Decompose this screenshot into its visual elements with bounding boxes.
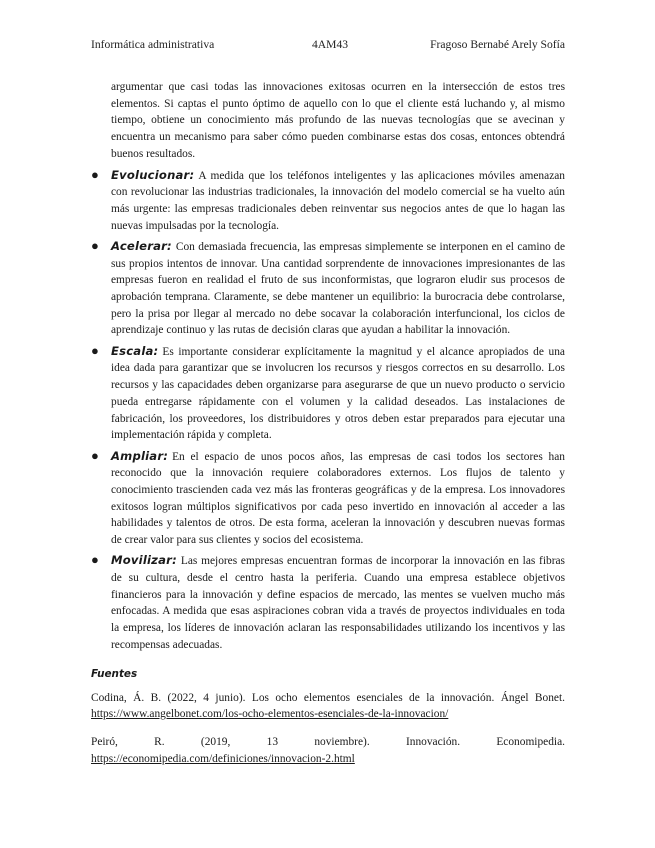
reference-1 [91, 690, 565, 723]
header-subject: Informática administrativa [91, 38, 215, 51]
item-term: Ampliar: [111, 448, 169, 463]
list-item-evolucionar [91, 167, 565, 235]
item-term: Movilizar: [111, 553, 177, 568]
item-text: Es importante considerar explícitamente la magnitud y el alcance apropiados de una idea dada para garantizar que se involucren los recursos y riesgos correctos en su desarrollo. Los recursos y las capacidades deben organizarse para asegurarse de que un nuevo producto o servicio pueda entregarse rápidamente con el volumen y la calidad deseados. Las instalaciones de fabricación, los proveedores, los distribuidores y otros deben estar preparados para ejecutar una implementación rápida y completa. [111, 345, 565, 442]
bullet-icon: ● [91, 166, 99, 182]
bullet-icon: ● [91, 237, 99, 253]
list-item-acelerar [91, 238, 565, 339]
item-text: En el espacio de unos pocos años, las empresas de casi todos los sectores han reconocido que la innovación requiere colaboradores externos. Los flujos de talento y conocimiento trascienden cada vez más las fronteras geográficas y de la empresa. Los innovadores exitosos logran múltiplos significativos por cada peso invertido en innovación al acceder a las habilidades y talentos de otros. De esta forma, aceleran la innovación y descubren nuevas formas de crear valor para sus clientes y socios del ecosistema. [111, 450, 565, 547]
header-author: Fragoso Bernabé Arely Sofía [430, 38, 565, 51]
bullet-icon: ● [91, 342, 99, 358]
reference-link[interactable]: https://economipedia.com/definiciones/innovacion-2.html [91, 752, 355, 765]
item-text: Con demasiada frecuencia, las empresas simplemente se interponen en el camino de sus propios intentos de innovar. Una cantidad sorprendente de innovaciones impresionantes de las empresas fueron en realidad el fruto de sus inconformistas, que lograron eludir sus procesos de aprobación temprana. Claramente, se debe mantener un equilibrio: la burocracia debe controlarse, pero la prisa por llegar al mercado no debe socavar la colaboración interfuncional, los ciclos de aprendizaje continuo y las rutas de decisión claras que ayudan a habilitar la innovación. [111, 240, 565, 337]
continuation-paragraph: argumentar que casi todas las innovaciones exitosas ocurren en la intersección de estos tres elementos. Si captas el punto óptimo de aquello con lo que el cliente está luchando y, al mismo tiempo, obtiene un conocimiento más profundo de las nuevas tecnologías que se avecinan y encuentra un mecanismo para saber cómo pueden combinarse estas dos cosas, entonces obtendrá buenos resultados. [111, 81, 565, 160]
item-text: A medida que los teléfonos inteligentes y las aplicaciones móviles amenazan con revolucionar las industrias tradicionales, la innovación del modelo comercial se ha vuelto aún más urgente: las empresas tradicionales deben reinventar sus negocios antes de que lo hagan las nuevas impulsadas por la tecnología. [111, 169, 565, 232]
bullet-icon: ● [91, 447, 99, 463]
reference-citation: Codina, Á. B. (2022, 4 junio). Los ocho elementos esenciales de la innovación. Ángel Bonet. [91, 691, 565, 704]
list-item-ampliar [91, 448, 565, 549]
header-group: 4AM43 [312, 38, 349, 51]
list-item-escala [91, 343, 565, 444]
item-term: Evolucionar: [111, 167, 195, 182]
item-text: Las mejores empresas encuentran formas de incorporar la innovación en las fibras de su cultura, desde el centro hasta la periferia. Cuando una empresa establece objetivos financieros para la innovación y define espacios de mercado, las mentes se vuelven mucho más enfocadas. A medida que esas aspiraciones cobran vida a través de proyectos individuales en toda la empresa, los líderes de innovación aclaran las responsabilidades utilizando los incentivos y las recompensas adecuadas. [111, 555, 565, 651]
innovation-element-list [91, 167, 565, 654]
reference-citation: Peiró, R. (2019, 13 noviembre). Innovación. Economipedia. [91, 735, 565, 748]
item-term: Escala: [111, 343, 159, 358]
reference-link[interactable]: https://www.angelbonet.com/los-ocho-elementos-esenciales-de-la-innovacion/ [91, 708, 449, 721]
document-body [91, 79, 565, 778]
item-term: Acelerar: [111, 238, 172, 253]
bullet-icon: ● [91, 552, 99, 568]
sources-heading: Fuentes [91, 667, 138, 680]
list-item-movilizar [91, 552, 565, 653]
reference-2 [91, 734, 565, 767]
